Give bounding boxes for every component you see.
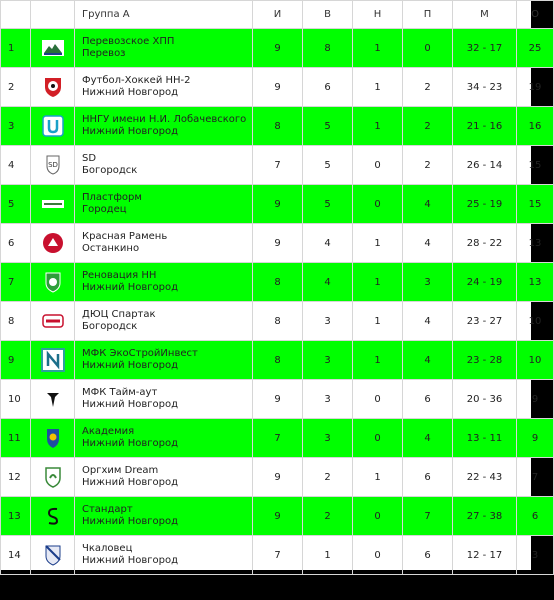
wins-cell: 3 xyxy=(303,302,353,341)
draws-cell: 1 xyxy=(353,263,403,302)
team-cell[interactable] xyxy=(75,380,253,419)
team-city: Нижний Новгород xyxy=(82,516,179,527)
position-cell: 8 xyxy=(1,302,31,341)
losses-cell: 6 xyxy=(403,458,453,497)
points-cell: 19 xyxy=(517,68,554,107)
table-row[interactable] xyxy=(1,302,554,341)
losses-cell: 4 xyxy=(403,419,453,458)
team-logo-cell xyxy=(31,302,75,341)
draws-cell: 1 xyxy=(353,107,403,146)
chkalovets-logo-icon xyxy=(41,543,65,567)
wins-cell: 3 xyxy=(303,419,353,458)
team-city: Нижний Новгород xyxy=(82,126,179,137)
team-logo-cell xyxy=(31,29,75,68)
position-cell: 14 xyxy=(1,536,31,575)
table-row[interactable] xyxy=(1,536,554,575)
wins-cell: 4 xyxy=(303,263,353,302)
team-city: Нижний Новгород xyxy=(82,282,179,293)
team-cell[interactable] xyxy=(75,263,253,302)
table-row[interactable] xyxy=(1,185,554,224)
wins-cell: 5 xyxy=(303,185,353,224)
points-cell: 10 xyxy=(517,341,554,380)
losses-cell: 2 xyxy=(403,146,453,185)
games-cell: 9 xyxy=(253,29,303,68)
draws-cell: 1 xyxy=(353,458,403,497)
draws-cell: 1 xyxy=(353,68,403,107)
team-name[interactable]: Реновация НН xyxy=(82,270,157,281)
wins-cell: 6 xyxy=(303,68,353,107)
team-city: Нижний Новгород xyxy=(82,399,179,410)
position-cell: 7 xyxy=(1,263,31,302)
plastform-logo-icon xyxy=(41,192,65,216)
team-cell[interactable] xyxy=(75,419,253,458)
games-cell: 9 xyxy=(253,458,303,497)
table-row[interactable] xyxy=(1,497,554,536)
position-cell: 12 xyxy=(1,458,31,497)
games-cell: 8 xyxy=(253,302,303,341)
team-cell[interactable] xyxy=(75,536,253,575)
position-cell: 9 xyxy=(1,341,31,380)
draws-cell: 1 xyxy=(353,224,403,263)
games-cell: 9 xyxy=(253,185,303,224)
spartak-logo-icon xyxy=(41,309,65,333)
team-name[interactable]: ННГУ имени Н.И. Лобачевского xyxy=(82,114,247,125)
points-cell: 15 xyxy=(517,185,554,224)
goals-cell: 24 - 19 xyxy=(453,263,517,302)
team-cell[interactable] xyxy=(75,29,253,68)
team-logo-cell xyxy=(31,107,75,146)
time-out-logo-icon xyxy=(41,387,65,411)
team-name[interactable]: МФК ЭкоСтройИнвест xyxy=(82,348,198,359)
team-city: Богородск xyxy=(82,321,138,332)
table-row[interactable] xyxy=(1,419,554,458)
header-draws[interactable]: Н xyxy=(353,1,403,29)
wins-cell: 8 xyxy=(303,29,353,68)
table-row[interactable] xyxy=(1,263,554,302)
team-city: Нижний Новгород xyxy=(82,87,179,98)
draws-cell: 0 xyxy=(353,536,403,575)
table-row[interactable] xyxy=(1,146,554,185)
goals-cell: 25 - 19 xyxy=(453,185,517,224)
goals-cell: 13 - 11 xyxy=(453,419,517,458)
position-cell: 4 xyxy=(1,146,31,185)
points-cell: 16 xyxy=(517,107,554,146)
draws-cell: 0 xyxy=(353,497,403,536)
team-cell[interactable] xyxy=(75,497,253,536)
draws-cell: 0 xyxy=(353,146,403,185)
team-logo-cell xyxy=(31,380,75,419)
table-row[interactable] xyxy=(1,29,554,68)
team-name[interactable]: ДЮЦ Спартак xyxy=(82,309,156,320)
ekostroy-logo-icon xyxy=(41,348,65,372)
losses-cell: 4 xyxy=(403,302,453,341)
table-row[interactable] xyxy=(1,224,554,263)
team-logo-cell xyxy=(31,263,75,302)
losses-cell: 4 xyxy=(403,224,453,263)
goals-cell: 28 - 22 xyxy=(453,224,517,263)
games-cell: 7 xyxy=(253,536,303,575)
games-cell: 9 xyxy=(253,68,303,107)
table-header-row xyxy=(1,1,554,29)
draws-cell: 0 xyxy=(353,185,403,224)
points-cell: 13 xyxy=(517,224,554,263)
orgkhim-logo-icon xyxy=(41,465,65,489)
header-group[interactable]: Группа А xyxy=(75,1,253,29)
team-city: Нижний Новгород xyxy=(82,555,179,566)
header-logo xyxy=(31,1,75,29)
losses-cell: 3 xyxy=(403,263,453,302)
points-cell: 3 xyxy=(517,536,554,575)
points-cell: 10 xyxy=(517,302,554,341)
team-logo-cell xyxy=(31,185,75,224)
position-cell: 11 xyxy=(1,419,31,458)
team-cell[interactable] xyxy=(75,146,253,185)
team-city: Нижний Новгород xyxy=(82,438,179,449)
position-cell: 3 xyxy=(1,107,31,146)
akademiya-logo-icon xyxy=(41,426,65,450)
points-cell: 6 xyxy=(517,497,554,536)
position-cell: 10 xyxy=(1,380,31,419)
renovatsiya-logo-icon xyxy=(41,270,65,294)
header-games[interactable]: И xyxy=(253,1,303,29)
team-city: Останкино xyxy=(82,243,140,254)
team-name[interactable]: Чкаловец xyxy=(82,543,133,554)
position-cell: 1 xyxy=(1,29,31,68)
points-cell: 25 xyxy=(517,29,554,68)
position-cell: 5 xyxy=(1,185,31,224)
team-cell[interactable] xyxy=(75,107,253,146)
team-name[interactable]: Стандарт xyxy=(82,504,133,515)
table-row[interactable] xyxy=(1,380,554,419)
team-name[interactable]: Красная Рамень xyxy=(82,231,168,242)
team-name[interactable]: Перевозское ХПП xyxy=(82,36,175,47)
goals-cell: 32 - 17 xyxy=(453,29,517,68)
goals-cell: 34 - 23 xyxy=(453,68,517,107)
games-cell: 8 xyxy=(253,263,303,302)
table-row[interactable] xyxy=(1,341,554,380)
draws-cell: 1 xyxy=(353,29,403,68)
team-logo-cell xyxy=(31,341,75,380)
goals-cell: 20 - 36 xyxy=(453,380,517,419)
games-cell: 8 xyxy=(253,107,303,146)
position-cell: 13 xyxy=(1,497,31,536)
team-cell[interactable] xyxy=(75,341,253,380)
team-logo-cell xyxy=(31,224,75,263)
losses-cell: 4 xyxy=(403,185,453,224)
team-name[interactable]: SD xyxy=(82,153,97,164)
draws-cell: 0 xyxy=(353,380,403,419)
team-logo-cell xyxy=(31,419,75,458)
team-cell[interactable] xyxy=(75,224,253,263)
draws-cell: 1 xyxy=(353,341,403,380)
team-name[interactable]: МФК Тайм-аут xyxy=(82,387,158,398)
team-name[interactable]: Оргхим Dream xyxy=(82,465,159,476)
team-city: Нижний Новгород xyxy=(82,360,179,371)
games-cell: 7 xyxy=(253,146,303,185)
losses-cell: 2 xyxy=(403,107,453,146)
perevoz-logo-icon xyxy=(41,36,65,60)
nngu-logo-icon xyxy=(41,114,65,138)
header-position xyxy=(1,1,31,29)
svg-text:SD: SD xyxy=(47,161,58,169)
losses-cell: 4 xyxy=(403,341,453,380)
goals-cell: 23 - 27 xyxy=(453,302,517,341)
krasnaya-ramen-logo-icon xyxy=(41,231,65,255)
position-cell: 6 xyxy=(1,224,31,263)
team-name[interactable]: Академия xyxy=(82,426,135,437)
team-cell[interactable] xyxy=(75,458,253,497)
goals-cell: 22 - 43 xyxy=(453,458,517,497)
losses-cell: 6 xyxy=(403,380,453,419)
points-cell: 9 xyxy=(517,419,554,458)
standart-logo-icon xyxy=(41,504,65,528)
games-cell: 9 xyxy=(253,497,303,536)
draws-cell: 0 xyxy=(353,419,403,458)
team-logo-cell xyxy=(31,458,75,497)
team-logo-cell xyxy=(31,536,75,575)
team-logo-cell xyxy=(31,497,75,536)
team-name[interactable]: Футбол-Хоккей НН-2 xyxy=(82,75,191,86)
wins-cell: 2 xyxy=(303,497,353,536)
games-cell: 8 xyxy=(253,341,303,380)
wins-cell: 5 xyxy=(303,107,353,146)
team-city: Богородск xyxy=(82,165,138,176)
games-cell: 7 xyxy=(253,419,303,458)
losses-cell: 0 xyxy=(403,29,453,68)
wins-cell: 3 xyxy=(303,380,353,419)
team-city: Перевоз xyxy=(82,48,126,59)
wins-cell: 3 xyxy=(303,341,353,380)
header-goals[interactable]: М xyxy=(453,1,517,29)
goals-cell: 27 - 38 xyxy=(453,497,517,536)
position-cell: 2 xyxy=(1,68,31,107)
goals-cell: 21 - 16 xyxy=(453,107,517,146)
team-city: Городец xyxy=(82,204,127,215)
team-name[interactable]: Пластформ xyxy=(82,192,142,203)
wins-cell: 5 xyxy=(303,146,353,185)
points-cell: 13 xyxy=(517,263,554,302)
team-city: Нижний Новгород xyxy=(82,477,179,488)
goals-cell: 23 - 28 xyxy=(453,341,517,380)
points-cell: 15 xyxy=(517,146,554,185)
team-logo-cell xyxy=(31,146,75,185)
football-hockey-logo-icon xyxy=(41,75,65,99)
wins-cell: 2 xyxy=(303,458,353,497)
goals-cell: 26 - 14 xyxy=(453,146,517,185)
games-cell: 9 xyxy=(253,224,303,263)
wins-cell: 1 xyxy=(303,536,353,575)
goals-cell: 12 - 17 xyxy=(453,536,517,575)
team-logo-cell xyxy=(31,68,75,107)
sd-logo-icon xyxy=(41,153,65,177)
table-row[interactable] xyxy=(1,68,554,107)
team-cell[interactable] xyxy=(75,185,253,224)
losses-cell: 6 xyxy=(403,536,453,575)
points-cell: 9 xyxy=(517,380,554,419)
wins-cell: 4 xyxy=(303,224,353,263)
table-row[interactable] xyxy=(1,107,554,146)
team-cell[interactable] xyxy=(75,302,253,341)
table-row[interactable] xyxy=(1,458,554,497)
games-cell: 9 xyxy=(253,380,303,419)
header-losses[interactable]: П xyxy=(403,1,453,29)
team-cell[interactable] xyxy=(75,68,253,107)
header-points[interactable]: О xyxy=(517,1,554,29)
points-cell: 7 xyxy=(517,458,554,497)
header-wins[interactable]: В xyxy=(303,1,353,29)
losses-cell: 2 xyxy=(403,68,453,107)
losses-cell: 7 xyxy=(403,497,453,536)
draws-cell: 1 xyxy=(353,302,403,341)
